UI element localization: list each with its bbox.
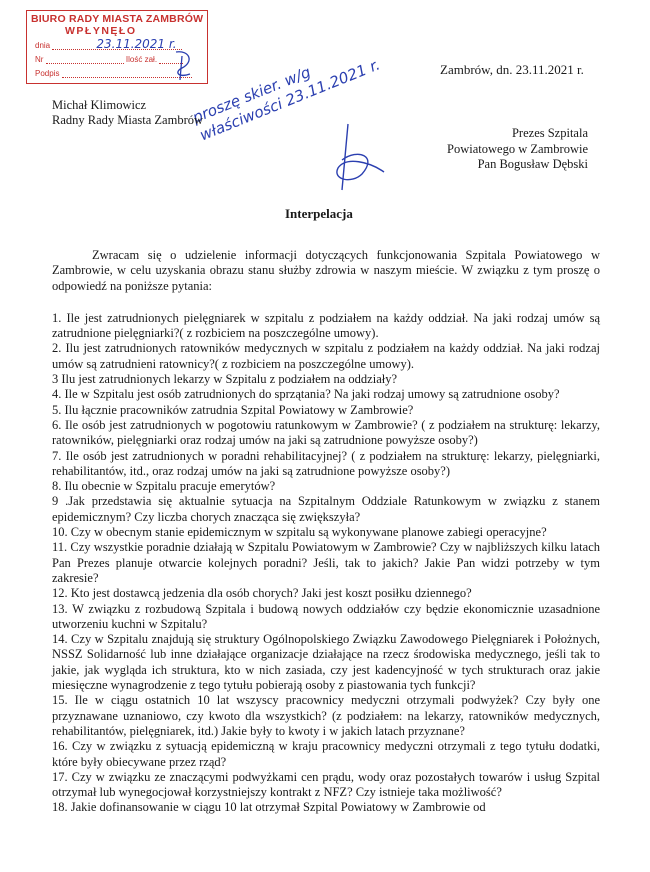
stamp-date-value: 23.11.2021 r. bbox=[96, 37, 177, 51]
recipient-line-3: Pan Bogusław Dębski bbox=[477, 157, 588, 171]
stamp-sign-label: Podpis bbox=[35, 69, 60, 78]
question-item: 7. Ile osób jest zatrudnionych w poradni rehabilitacyjnej? ( z podziałem na strukturę: lekarzy, pielęgniarki, rehabilitantów, itd., oraz rodzaj umów na jaki są zatrudnione powyższe osoby?) bbox=[52, 448, 600, 478]
question-item: 4. Ile w Szpitalu jest osób zatrudnionych do sprzątania? Na jaki rodzaj umowy są zatrudnione osoby? bbox=[52, 387, 560, 402]
intro-paragraph: Zwracam się o udzielenie informacji dotyczących funkcjonowania Szpitala Powiatowego w Zambrowie, w celu uzyskania obrazu stanu służby zdrowia w naszym mieście. W związku z tym proszę o odpowiedź na poniższe pytania: bbox=[52, 248, 600, 293]
handwritten-decree-note: proszę skier. w/g właściwości 23.11.2021 r. bbox=[190, 55, 383, 145]
recipient-line-1: Prezes Szpitala bbox=[511, 126, 588, 140]
sender-block bbox=[52, 98, 203, 128]
question-item: 2. Ilu jest zatrudnionych ratowników medycznych w szpitalu z podziałem na każdy oddział. Na jaki rodzaj umów są zatrudnieni ratownicy?( z rozbiciem na poszczególne umowy). bbox=[52, 341, 600, 371]
question-item: 13. W związku z rozbudową Szpitala i budową nowych oddziałów czy będzie ekonomicznie uzasadnione utworzeniu kuchni w Szpitalu? bbox=[52, 601, 600, 631]
question-item: 18. Jakie dofinansowanie w ciągu 10 lat otrzymał Szpital Powiatowy w Zambrowie od bbox=[52, 800, 486, 815]
question-item: 14. Czy w Szpitalu znajdują się struktury Ogólnopolskiego Związku Zawodowego Pielęgniarek i Położnych, NSSZ Solidarność lub inne działające organizacje działające na rzecz środowiska medycznego, jeśli tak to jakie, jak wygląda ich struktura, kto w nich zasiada, czy jest kadencyjność w tych strukturach oraz jakie miesięczne wynagrodzenie z tego tytułu pobierają osoby z piastowania tych funkcji? bbox=[52, 632, 600, 693]
stamp-received-label: WPŁYNĘŁO bbox=[65, 25, 137, 37]
letter-date: Zambrów, dn. 23.11.2021 r. bbox=[440, 62, 584, 77]
stamp-signature-scribble bbox=[168, 48, 198, 82]
stamp-date-label: dnia bbox=[35, 41, 51, 50]
recipient-block bbox=[447, 126, 588, 173]
question-item: 6. Ile osób jest zatrudnionych w pogotowiu ratunkowym w Zambrowie? ( z podziałem na strukturę: lekarzy, ratowników, pielęgniarki oraz rodzaj umów na jaki są zatrudnione powyższe osoby?) bbox=[52, 417, 600, 448]
question-item: 17. Czy w związku ze znaczącymi podwyżkami cen prądu, wody oraz pozostałych towarów i usług Szpital otrzymał lub wynegocjował korzystniejszy kontrakt z NFZ? Czy istnieje taka możliwość? bbox=[52, 769, 600, 800]
document-title: Interpelacja bbox=[285, 206, 353, 221]
stamp-nr-label: Nr bbox=[35, 55, 44, 64]
recipient-line-2: Powiatowego w Zambrowie bbox=[447, 141, 588, 156]
question-item: 9 .Jak przedstawia się aktualnie sytuacja na Szpitalnym Oddziale Ratunkowym w związku z stanem epidemicznym? Czy liczba chorych znacząca się zwiększyła? bbox=[52, 494, 600, 524]
stamp-qty-label: Ilość zał. bbox=[125, 55, 158, 64]
sender-name: Michał Klimowicz bbox=[52, 98, 147, 112]
question-item: 3 Ilu jest zatrudnionych lekarzy w Szpitalu z podziałem na oddziały? bbox=[52, 372, 398, 387]
question-item: 16. Czy w związku z sytuacją epidemiczną w kraju pracownicy medyczni otrzymali z tego tytułu dodatki, które były obiecywane przez rząd? bbox=[52, 739, 600, 769]
stamp-date-row bbox=[35, 37, 182, 51]
question-item: 12. Kto jest dostawcą jedzenia dla osób chorych? Jaki jest koszt posiłku dziennego? bbox=[52, 586, 472, 601]
question-item: 15. Ile w ciągu ostatnich 10 lat wszyscy pracownicy medyczni otrzymali podwyżek? Czy były one przyznawane uznaniowo, czy kwoto dla wszystkich? (z podziałem: na lekarzy, ratowników medycznych, rehabilitantów, pielęgniarek, itd.) Jakie były to kwoty i w jakich latach przyznane? bbox=[52, 693, 600, 738]
question-item: 10. Czy w obecnym stanie epidemicznym w szpitalu są wykonywane planowe zabiegi operacyjne? bbox=[52, 525, 547, 540]
question-item: 1. Ile jest zatrudnionych pielęgniarek w szpitalu z podziałem na każdy oddział. Na jaki rodzaj umów są zatrudnione pielęgniarki?( z rozbiciem na poszczególne umowy). bbox=[52, 310, 600, 341]
sender-role: Radny Rady Miasta Zambrów bbox=[52, 113, 204, 127]
question-item: 5. Ilu łącznie pracowników zatrudnia Szpital Powiatowy w Zambrowie? bbox=[52, 402, 414, 417]
handwritten-signature bbox=[318, 120, 388, 200]
stamp-number-row bbox=[35, 55, 183, 64]
letter-body bbox=[52, 248, 600, 816]
question-item: 8. Ilu obecnie w Szpitalu pracuje emerytów? bbox=[52, 479, 276, 494]
question-item: 11. Czy wszystkie poradnie działają w Szpitalu Powiatowym w Zambrowie? Czy w najbliższych kilku latach Pan Prezes planuje otwarcie kolejnych poradni? Jeśli, tak to jakich? Jakie Pan widzi potrzeby w tym zakresie? bbox=[52, 540, 600, 585]
stamp-office-name: BIURO RADY MIASTA ZAMBRÓW bbox=[31, 13, 204, 25]
